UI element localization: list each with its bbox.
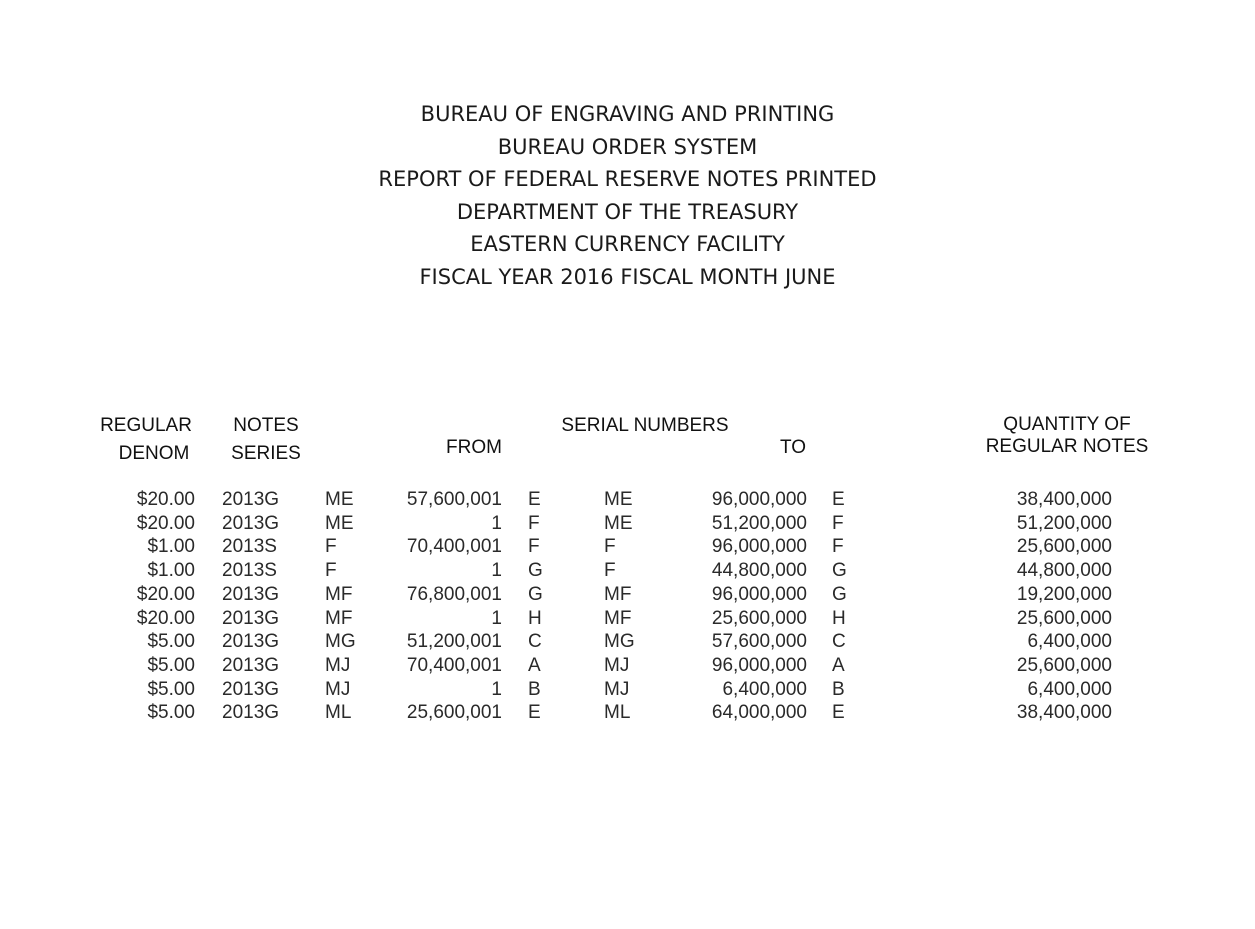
- cell-series: 2013S: [222, 536, 277, 558]
- cell-series: 2013S: [222, 560, 277, 582]
- cell-from-suffix: G: [528, 560, 543, 582]
- cell-from-suffix: C: [528, 631, 542, 653]
- cell-to-suffix: F: [832, 536, 844, 558]
- cell-series: 2013G: [222, 631, 280, 653]
- report-title-line: REPORT OF FEDERAL RESERVE NOTES PRINTED: [378, 167, 877, 192]
- cell-quantity: 44,800,000: [1016, 560, 1112, 582]
- cell-from-number: 51,200,001: [406, 631, 502, 653]
- cell-to-number: 44,800,000: [711, 560, 807, 582]
- header-regular-notes: REGULAR NOTES: [985, 436, 1149, 457]
- cell-denom: $5.00: [147, 654, 195, 676]
- cell-from-number: 25,600,001: [406, 702, 502, 724]
- header-notes: NOTES: [233, 415, 299, 436]
- cell-to-suffix: C: [832, 631, 846, 653]
- cell-series: 2013G: [222, 607, 280, 629]
- header-regular: REGULAR: [100, 415, 192, 436]
- cell-to-prefix: F: [604, 560, 616, 582]
- cell-to-number: 6,400,000: [722, 678, 807, 700]
- cell-to-suffix: F: [832, 512, 844, 534]
- cell-series: 2013G: [222, 489, 280, 510]
- cell-to-number: 57,600,000: [711, 631, 807, 653]
- cell-from-prefix: F: [325, 560, 337, 582]
- cell-to-number: 25,600,000: [711, 607, 807, 629]
- cell-from-number: 70,400,001: [406, 536, 502, 558]
- cell-to-prefix: MJ: [604, 654, 630, 676]
- cell-from-suffix: A: [528, 654, 541, 676]
- cell-quantity: 25,600,000: [1016, 654, 1112, 676]
- cell-quantity: 6,400,000: [1027, 631, 1112, 653]
- cell-from-prefix: F: [325, 536, 337, 558]
- cell-denom: $20.00: [136, 583, 195, 605]
- header-quantity-of: QUANTITY OF: [1003, 414, 1131, 435]
- cell-to-suffix: G: [832, 560, 847, 582]
- cell-quantity: 38,400,000: [1016, 489, 1112, 510]
- cell-denom: $5.00: [147, 702, 195, 724]
- cell-from-suffix: F: [528, 512, 540, 534]
- cell-quantity: 25,600,000: [1016, 536, 1112, 558]
- cell-from-number: 1: [491, 512, 502, 534]
- cell-from-prefix: ML: [325, 702, 352, 724]
- cell-to-suffix: B: [832, 678, 845, 700]
- cell-series: 2013G: [222, 654, 280, 676]
- cell-to-prefix: F: [604, 536, 616, 558]
- cell-from-number: 70,400,001: [406, 654, 502, 676]
- cell-to-suffix: A: [832, 654, 845, 676]
- cell-to-number: 96,000,000: [711, 489, 807, 510]
- cell-to-suffix: G: [832, 583, 847, 605]
- report-title-line: FISCAL YEAR 2016 FISCAL MONTH JUNE: [419, 264, 836, 289]
- header-serial-numbers: SERIAL NUMBERS: [561, 415, 729, 436]
- cell-from-prefix: ME: [325, 489, 354, 510]
- cell-from-suffix: E: [528, 702, 541, 724]
- cell-from-suffix: G: [528, 583, 543, 605]
- cell-denom: $20.00: [136, 512, 195, 534]
- report-title-line: DEPARTMENT OF THE TREASURY: [456, 199, 799, 224]
- cell-series: 2013G: [222, 678, 280, 700]
- cell-to-prefix: ME: [604, 512, 633, 534]
- report-title-line: EASTERN CURRENCY FACILITY: [470, 232, 785, 257]
- cell-to-suffix: E: [832, 489, 845, 510]
- cell-from-number: 1: [491, 607, 502, 629]
- cell-to-number: 51,200,000: [711, 512, 807, 534]
- report-title-block: [0, 98, 1255, 294]
- cell-quantity: 6,400,000: [1027, 678, 1112, 700]
- cell-to-prefix: MF: [604, 607, 632, 629]
- cell-from-prefix: MJ: [325, 654, 351, 676]
- cell-series: 2013G: [222, 702, 280, 724]
- cell-from-suffix: H: [528, 607, 542, 629]
- cell-quantity: 51,200,000: [1016, 512, 1112, 534]
- cell-from-prefix: ME: [325, 512, 354, 534]
- cell-to-prefix: MG: [604, 631, 635, 653]
- cell-from-prefix: MF: [325, 583, 353, 605]
- cell-from-number: 1: [491, 678, 502, 700]
- cell-denom: $1.00: [147, 560, 195, 582]
- cell-to-number: 96,000,000: [711, 536, 807, 558]
- cell-quantity: 25,600,000: [1016, 607, 1112, 629]
- cell-to-prefix: MF: [604, 583, 632, 605]
- header-series: SERIES: [231, 443, 301, 464]
- cell-to-number: 64,000,000: [711, 702, 807, 724]
- cell-from-prefix: MJ: [325, 678, 351, 700]
- cell-series: 2013G: [222, 512, 280, 534]
- cell-denom: $5.00: [147, 631, 195, 653]
- cell-quantity: 19,200,000: [1016, 583, 1112, 605]
- cell-denom: $20.00: [136, 489, 195, 510]
- cell-from-suffix: B: [528, 678, 541, 700]
- cell-to-suffix: E: [832, 702, 845, 724]
- cell-quantity: 38,400,000: [1016, 702, 1112, 724]
- cell-from-suffix: F: [528, 536, 540, 558]
- cell-from-number: 76,800,001: [406, 583, 502, 605]
- cell-to-number: 96,000,000: [711, 654, 807, 676]
- cell-from-prefix: MG: [325, 631, 356, 653]
- cell-from-prefix: MF: [325, 607, 353, 629]
- cell-to-prefix: MJ: [604, 678, 630, 700]
- cell-to-number: 96,000,000: [711, 583, 807, 605]
- header-to: TO: [779, 437, 807, 458]
- report-title-line: BUREAU ORDER SYSTEM: [497, 134, 758, 159]
- cell-to-prefix: ML: [604, 702, 631, 724]
- cell-from-number: 57,600,001: [406, 489, 502, 510]
- cell-to-prefix: ME: [604, 489, 633, 510]
- cell-from-number: 1: [491, 560, 502, 582]
- cell-from-suffix: E: [528, 489, 541, 510]
- cell-denom: $1.00: [147, 536, 195, 558]
- header-from: FROM: [446, 437, 502, 458]
- cell-denom: $5.00: [147, 678, 195, 700]
- cell-series: 2013G: [222, 583, 280, 605]
- header-denom: DENOM: [118, 443, 190, 464]
- cell-to-suffix: H: [832, 607, 846, 629]
- cell-denom: $20.00: [136, 607, 195, 629]
- report-title-line: BUREAU OF ENGRAVING AND PRINTING: [420, 102, 835, 126]
